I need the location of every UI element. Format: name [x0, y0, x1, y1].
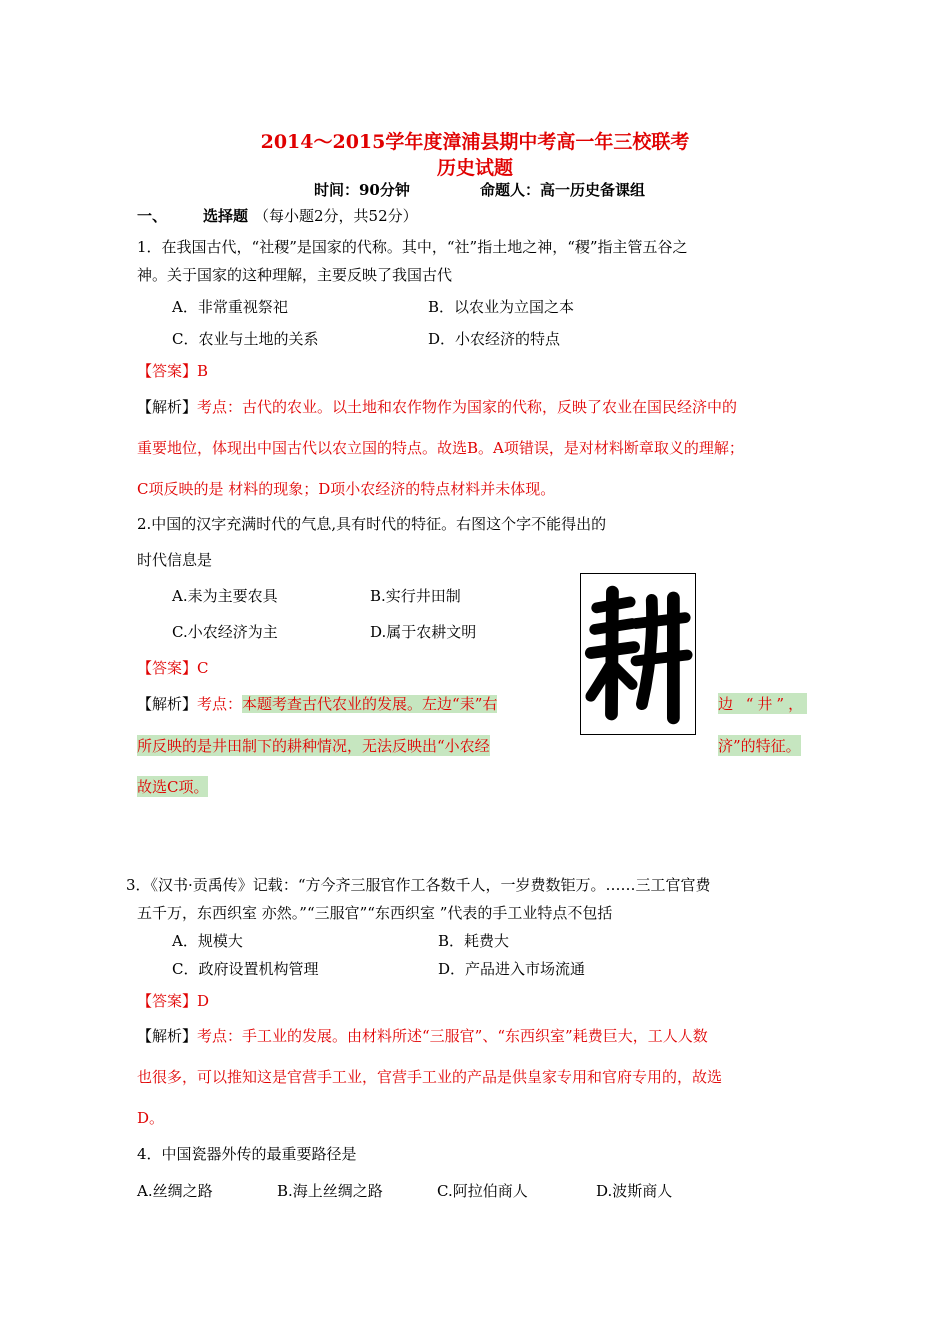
q2-analysis-text1a: 本题考查古代农业的发展。左边“耒”右 [242, 695, 498, 713]
q2-analysis-kaodian: 考点： [197, 695, 243, 713]
q3-option-a: A．规模大 [172, 932, 243, 950]
section-number: 一、 [137, 207, 168, 225]
q2-stem-line2: 时代信息是 [137, 551, 213, 569]
q2-option-d: D.属于农耕文明 [370, 623, 477, 641]
q1-option-c: C．农业与土地的关系 [172, 330, 319, 348]
q3-analysis-line1 [137, 1025, 708, 1046]
q2-analysis-text1b: 边 “井”， [718, 695, 808, 713]
section-name: 选择题 [203, 207, 249, 225]
q1-stem-line2: 神。关于国家的这种理解，主要反映了我国古代 [137, 266, 453, 284]
q2-option-a: A.耒为主要农具 [172, 587, 278, 605]
q1-answer-label: 【答案】 [137, 362, 198, 380]
q3-stem-line2: 五千万，东西织室 亦然。”“三服官”“东西织室 ”代表的手工业特点不包括 [137, 904, 613, 922]
q2-answer [137, 657, 209, 678]
q3-analysis-text1: 考点：手工业的发展。由材料所述“三服官”、“东西织室”耗费巨大，工人人数 [197, 1027, 708, 1045]
geng-character-image [580, 573, 696, 735]
q3-stem-line1: 3．《汉书·贡禹传》记载：“方今齐三服官作工各数千人，一岁费数钜万。……三工官官费 [126, 876, 711, 894]
section-note: （每小题2分，共52分） [254, 207, 418, 225]
q1-analysis-text1: 考点：古代的农业。以土地和农作物作为国家的代称，反映了农业在国民经济中的 [197, 398, 738, 416]
exam-title: 2014～2015学年度漳浦县期中考高一年三校联考 [260, 131, 690, 153]
q2-option-c: C.小农经济为主 [172, 623, 278, 641]
q1-analysis-line1 [137, 396, 737, 417]
q3-answer-value: D [197, 992, 210, 1010]
exam-subject-title: 历史试题 [436, 157, 513, 179]
q4-stem: 4．中国瓷器外传的最重要路径是 [137, 1145, 357, 1163]
q2-analysis-text2a: 所反映的是井田制下的耕种情况，无法反映出“小农经 [137, 737, 490, 755]
q4-option-c: C.阿拉伯商人 [437, 1182, 528, 1200]
q1-option-d: D．小农经济的特点 [428, 330, 561, 348]
q1-option-b: B．以农业为立国之本 [428, 298, 575, 316]
q3-answer [137, 990, 209, 1011]
q2-answer-label: 【答案】 [137, 659, 198, 677]
q2-analysis-line3: 故选C项。 [137, 778, 209, 796]
q3-option-d: D．产品进入市场流通 [438, 960, 586, 978]
q3-analysis-label: 【解析】 [137, 1027, 198, 1045]
q1-answer [137, 360, 208, 381]
q2-answer-value: C [197, 659, 209, 677]
exam-author: 命题人：高一历史备课组 [480, 181, 646, 199]
q3-option-b: B．耗费大 [438, 932, 510, 950]
q3-answer-label: 【答案】 [137, 992, 198, 1010]
q2-analysis-label: 【解析】 [137, 695, 198, 713]
q1-analysis-label: 【解析】 [137, 398, 198, 416]
q4-option-a: A.丝绸之路 [137, 1182, 213, 1200]
q1-analysis-line2: 重要地位，体现出中国古代以农立国的特点。故选B。A项错误，是对材料断章取义的理解； [137, 439, 744, 457]
q3-analysis-line3: D。 [137, 1109, 165, 1127]
q1-answer-value: B [197, 362, 209, 380]
exam-time: 时间：90分钟 [314, 181, 410, 199]
q1-analysis-line3: C项反映的是 材料的现象；D项小农经济的特点材料并未体现。 [137, 480, 556, 498]
q1-stem-line1: 1．在我国古代，“社稷”是国家的代称。其中，“社”指土地之神，“稷”指主管五谷之 [137, 238, 688, 256]
q4-option-d: D.波斯商人 [596, 1182, 673, 1200]
q2-analysis-text2b: 济”的特征。 [718, 737, 801, 755]
q4-option-b: B.海上丝绸之路 [277, 1182, 383, 1200]
q2-analysis-line1 [137, 693, 497, 714]
q2-stem-line1: 2.中国的汉字充满时代的气息,具有时代的特征。右图这个字不能得出的 [137, 515, 607, 533]
q2-option-b: B.实行井田制 [370, 587, 461, 605]
q3-option-c: C．政府设置机构管理 [172, 960, 319, 978]
q1-option-a: A．非常重视祭祀 [172, 298, 288, 316]
geng-character-glyph [581, 574, 695, 734]
q3-analysis-line2: 也很多，可以推知这是官营手工业，官营手工业的产品是供皇家专用和官府专用的，故选 [137, 1068, 723, 1086]
